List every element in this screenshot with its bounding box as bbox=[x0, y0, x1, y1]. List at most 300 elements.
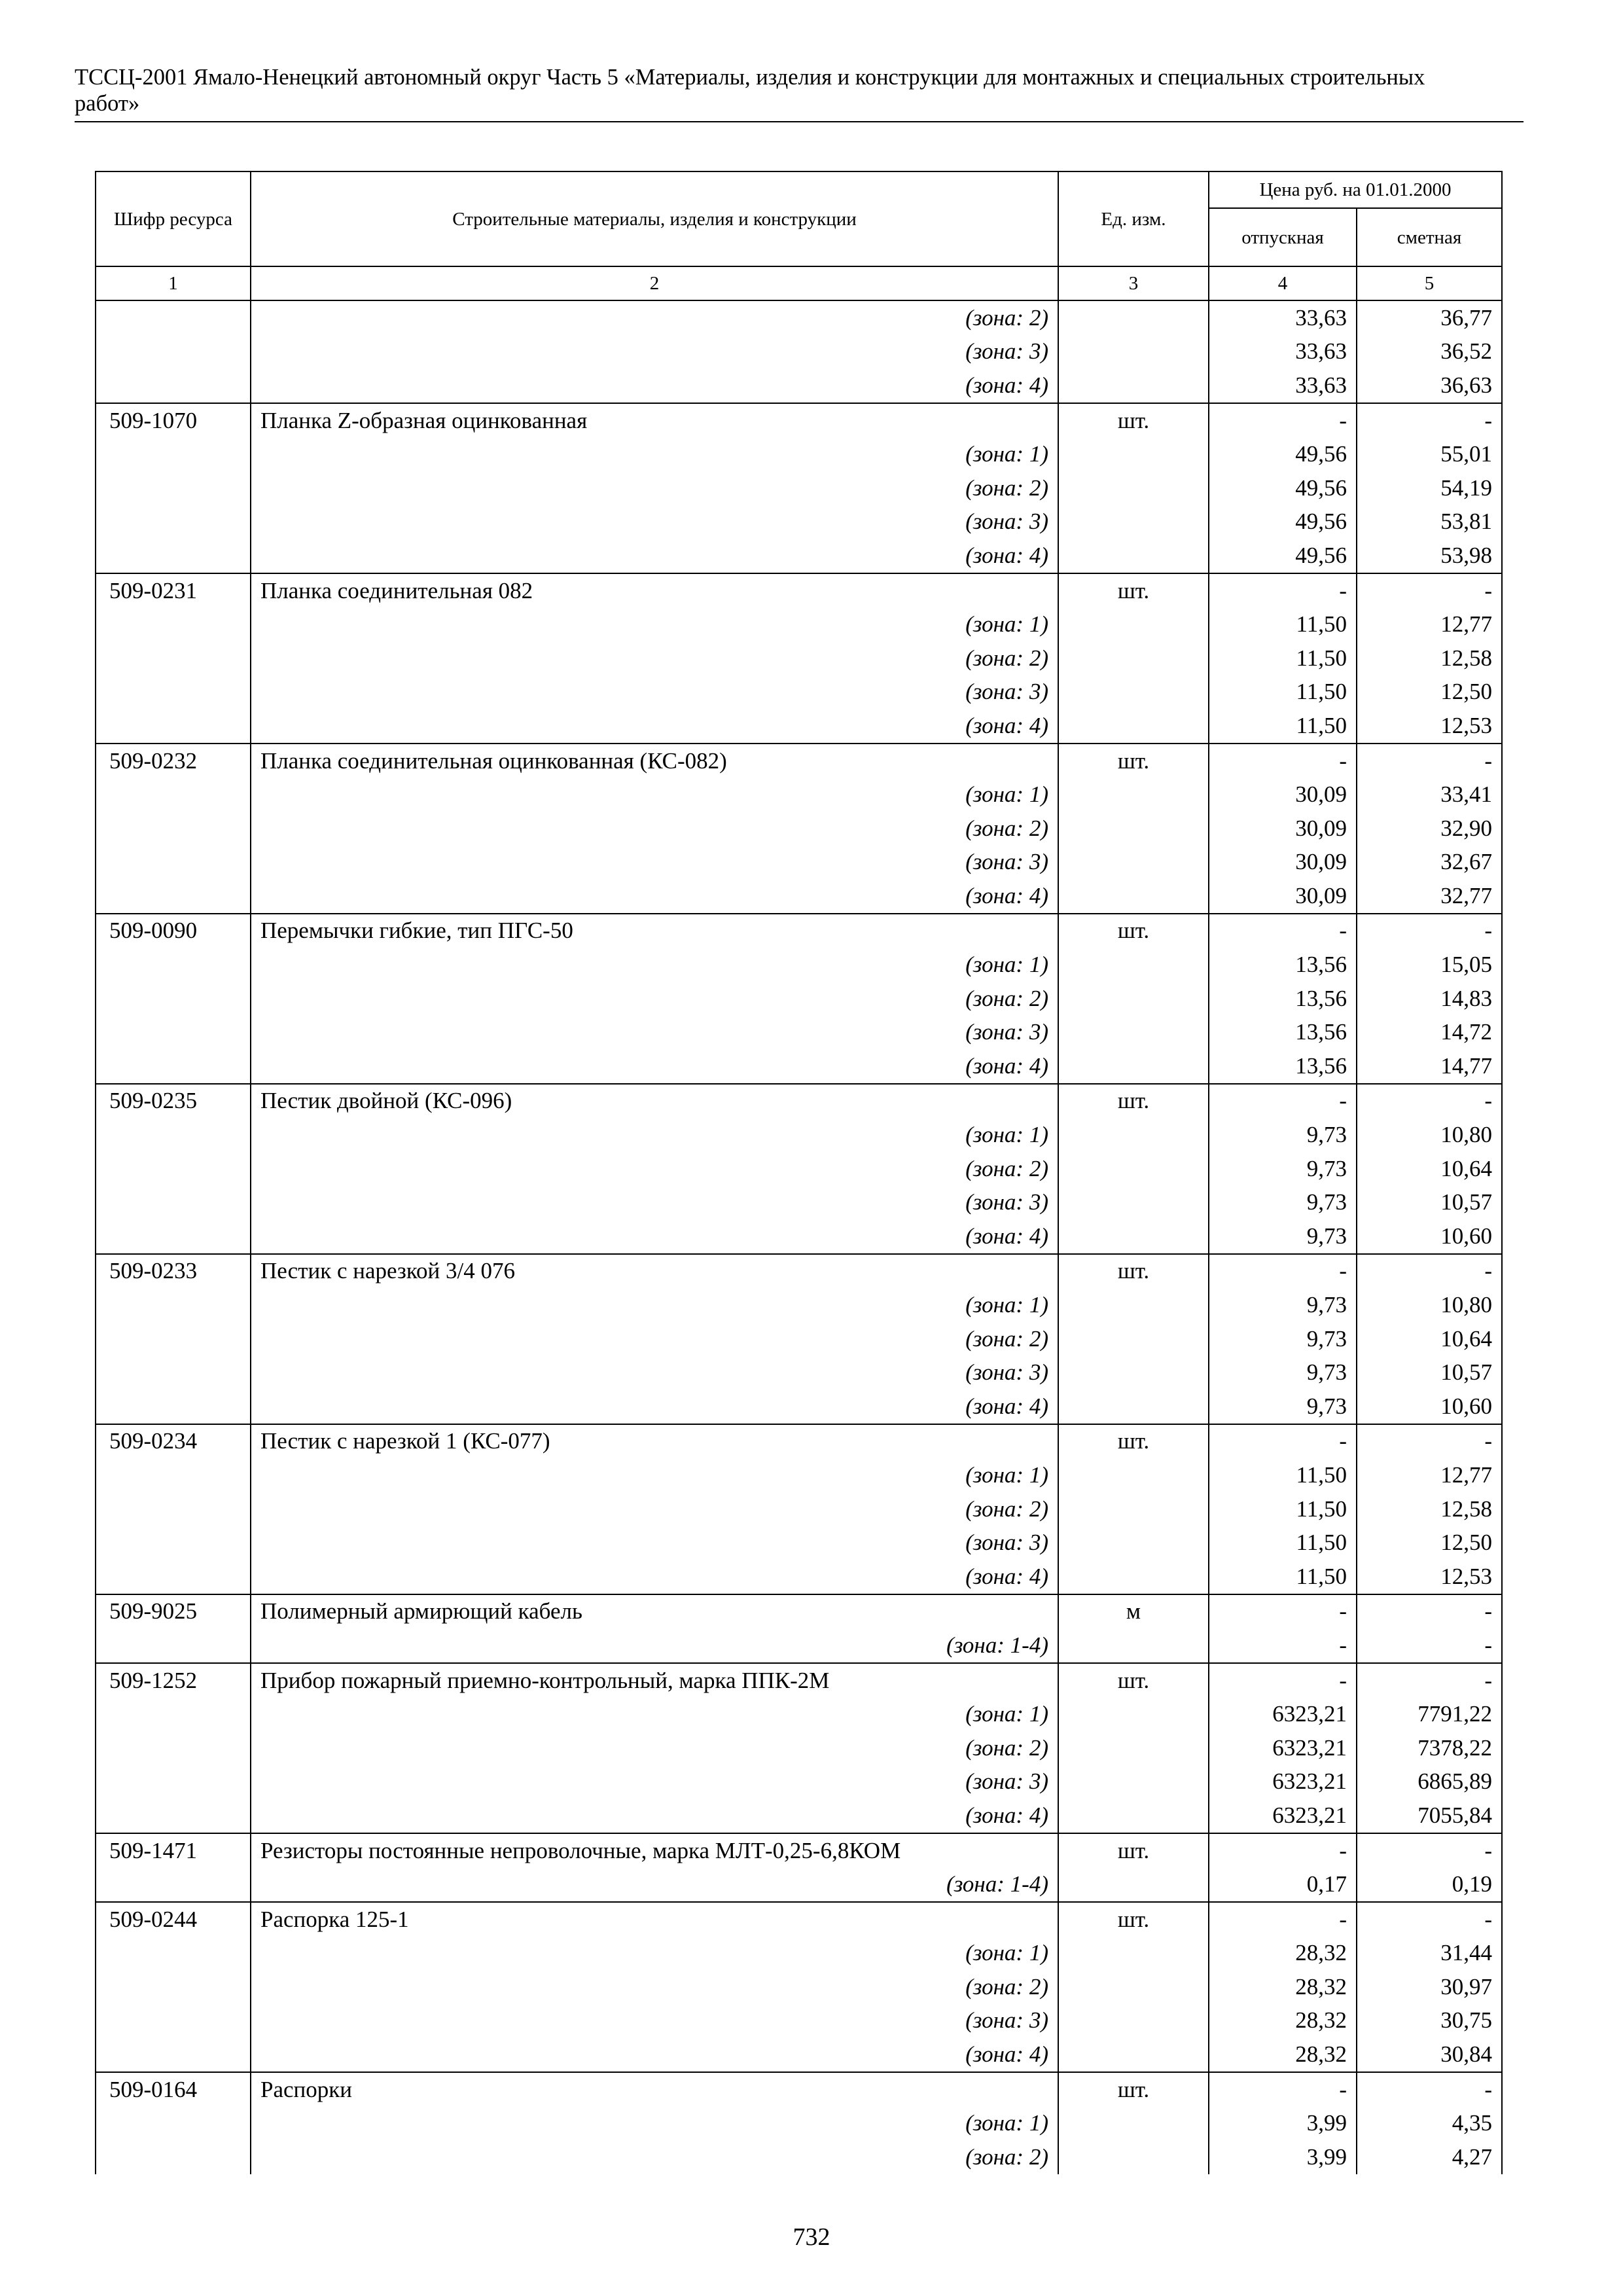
table-row bbox=[96, 641, 1502, 675]
release-price: 11,50 bbox=[1209, 1458, 1357, 1492]
table-row bbox=[96, 1799, 1502, 1833]
release-price: - bbox=[1209, 1594, 1357, 1629]
unit-of-measure bbox=[1058, 1937, 1209, 1971]
estimate-price: 7791,22 bbox=[1357, 1697, 1502, 1731]
material-name: (зона: 3) bbox=[251, 675, 1058, 709]
material-name: (зона: 2) bbox=[251, 1731, 1058, 1765]
release-price: 11,50 bbox=[1209, 1492, 1357, 1526]
unit-of-measure: шт. bbox=[1058, 744, 1209, 778]
estimate-price: 10,64 bbox=[1357, 1152, 1502, 1186]
estimate-price: 54,19 bbox=[1357, 471, 1502, 505]
material-name: Пестик двойной (КС-096) bbox=[251, 1084, 1058, 1119]
resource-code bbox=[96, 1152, 251, 1186]
resource-code bbox=[96, 1015, 251, 1049]
material-name: (зона: 3) bbox=[251, 1355, 1058, 1390]
header-release-price: отпускная bbox=[1209, 208, 1357, 266]
resource-code: 509-0234 bbox=[96, 1424, 251, 1459]
material-name: (зона: 2) bbox=[251, 1152, 1058, 1186]
table-row bbox=[96, 335, 1502, 369]
release-price: 33,63 bbox=[1209, 368, 1357, 403]
estimate-price: 4,27 bbox=[1357, 2140, 1502, 2174]
release-price: 9,73 bbox=[1209, 1288, 1357, 1322]
material-name: (зона: 4) bbox=[251, 879, 1058, 914]
resource-code bbox=[96, 505, 251, 539]
material-name: (зона: 2) bbox=[251, 1322, 1058, 1356]
resource-code bbox=[96, 2004, 251, 2038]
material-name: Планка соединительная 082 bbox=[251, 573, 1058, 608]
resource-code bbox=[96, 471, 251, 505]
material-name: (зона: 1) bbox=[251, 607, 1058, 641]
release-price: 6323,21 bbox=[1209, 1731, 1357, 1765]
table-row bbox=[96, 1219, 1502, 1254]
material-name: (зона: 1-4) bbox=[251, 1867, 1058, 1902]
release-price: 49,56 bbox=[1209, 539, 1357, 573]
estimate-price: 36,52 bbox=[1357, 335, 1502, 369]
table-row bbox=[96, 539, 1502, 573]
release-price: 11,50 bbox=[1209, 709, 1357, 744]
table-row bbox=[96, 1152, 1502, 1186]
unit-of-measure bbox=[1058, 709, 1209, 744]
table-row bbox=[96, 744, 1502, 778]
table-row bbox=[96, 1254, 1502, 1289]
column-number: 1 bbox=[96, 266, 251, 300]
resource-code bbox=[96, 1697, 251, 1731]
table-body bbox=[96, 300, 1502, 2174]
material-name: (зона: 1) bbox=[251, 1937, 1058, 1971]
column-number: 3 bbox=[1058, 266, 1209, 300]
resource-code: 509-0232 bbox=[96, 744, 251, 778]
header-unit: Ед. изм. bbox=[1058, 171, 1209, 266]
unit-of-measure bbox=[1058, 879, 1209, 914]
resource-code bbox=[96, 1355, 251, 1390]
release-price: 49,56 bbox=[1209, 505, 1357, 539]
unit-of-measure bbox=[1058, 982, 1209, 1016]
table-row bbox=[96, 1594, 1502, 1629]
unit-of-measure: шт. bbox=[1058, 914, 1209, 948]
table-row bbox=[96, 1902, 1502, 1937]
material-name: Пестик с нарезкой 1 (КС-077) bbox=[251, 1424, 1058, 1459]
material-name: (зона: 4) bbox=[251, 368, 1058, 403]
table-row bbox=[96, 300, 1502, 335]
release-price: 13,56 bbox=[1209, 982, 1357, 1016]
unit-of-measure bbox=[1058, 1970, 1209, 2004]
estimate-price: 53,81 bbox=[1357, 505, 1502, 539]
unit-of-measure bbox=[1058, 1219, 1209, 1254]
release-price: 30,09 bbox=[1209, 778, 1357, 812]
estimate-price: 14,77 bbox=[1357, 1049, 1502, 1084]
estimate-price: 10,57 bbox=[1357, 1185, 1502, 1219]
release-price: 6323,21 bbox=[1209, 1765, 1357, 1799]
release-price: - bbox=[1209, 1628, 1357, 1663]
table-row bbox=[96, 846, 1502, 880]
release-price: 33,63 bbox=[1209, 300, 1357, 335]
unit-of-measure bbox=[1058, 607, 1209, 641]
release-price: 6323,21 bbox=[1209, 1799, 1357, 1833]
unit-of-measure bbox=[1058, 1049, 1209, 1084]
unit-of-measure bbox=[1058, 641, 1209, 675]
unit-of-measure bbox=[1058, 1322, 1209, 1356]
estimate-price: 10,60 bbox=[1357, 1390, 1502, 1424]
material-name: (зона: 1) bbox=[251, 437, 1058, 471]
document-header: ТССЦ-2001 Ямало-Ненецкий автономный округ Часть 5 «Материалы, изделия и конструкции для монтажных и специальных строительных работ» bbox=[75, 65, 1425, 116]
resource-code bbox=[96, 675, 251, 709]
material-name: Перемычки гибкие, тип ПГС-50 bbox=[251, 914, 1058, 948]
resource-code: 509-0233 bbox=[96, 1254, 251, 1289]
release-price: - bbox=[1209, 914, 1357, 948]
column-number: 5 bbox=[1357, 266, 1502, 300]
estimate-price: 36,63 bbox=[1357, 368, 1502, 403]
release-price: 28,32 bbox=[1209, 2004, 1357, 2038]
resource-code: 509-0090 bbox=[96, 914, 251, 948]
estimate-price: - bbox=[1357, 2072, 1502, 2107]
material-name: (зона: 4) bbox=[251, 709, 1058, 744]
release-price: 3,99 bbox=[1209, 2140, 1357, 2174]
table-row bbox=[96, 1731, 1502, 1765]
material-name: (зона: 1) bbox=[251, 948, 1058, 982]
table-row bbox=[96, 1833, 1502, 1868]
table-row bbox=[96, 709, 1502, 744]
release-price: - bbox=[1209, 1254, 1357, 1289]
unit-of-measure: шт. bbox=[1058, 403, 1209, 438]
estimate-price: 12,50 bbox=[1357, 1526, 1502, 1560]
estimate-price: 30,97 bbox=[1357, 1970, 1502, 2004]
estimate-price: 12,77 bbox=[1357, 1458, 1502, 1492]
unit-of-measure bbox=[1058, 335, 1209, 369]
table-row bbox=[96, 1049, 1502, 1084]
release-price: 49,56 bbox=[1209, 471, 1357, 505]
release-price: 30,09 bbox=[1209, 879, 1357, 914]
resource-code bbox=[96, 1118, 251, 1152]
resource-code bbox=[96, 1049, 251, 1084]
unit-of-measure bbox=[1058, 778, 1209, 812]
resource-code bbox=[96, 879, 251, 914]
release-price: 9,73 bbox=[1209, 1219, 1357, 1254]
table-row bbox=[96, 1628, 1502, 1663]
resource-code bbox=[96, 368, 251, 403]
material-name: (зона: 4) bbox=[251, 1390, 1058, 1424]
material-name: Пестик с нарезкой 3/4 076 bbox=[251, 1254, 1058, 1289]
resource-code: 509-9025 bbox=[96, 1594, 251, 1629]
resource-code bbox=[96, 778, 251, 812]
table-row bbox=[96, 471, 1502, 505]
estimate-price: 30,75 bbox=[1357, 2004, 1502, 2038]
material-name: Планка Z-образная оцинкованная bbox=[251, 403, 1058, 438]
unit-of-measure bbox=[1058, 1015, 1209, 1049]
estimate-price: 32,90 bbox=[1357, 812, 1502, 846]
material-name: (зона: 2) bbox=[251, 471, 1058, 505]
release-price: 30,09 bbox=[1209, 846, 1357, 880]
estimate-price: 12,58 bbox=[1357, 1492, 1502, 1526]
unit-of-measure bbox=[1058, 1526, 1209, 1560]
unit-of-measure bbox=[1058, 846, 1209, 880]
unit-of-measure bbox=[1058, 1799, 1209, 1833]
resource-code: 509-1471 bbox=[96, 1833, 251, 1868]
release-price: 11,50 bbox=[1209, 641, 1357, 675]
estimate-price: - bbox=[1357, 403, 1502, 438]
resource-code bbox=[96, 1765, 251, 1799]
release-price: 30,09 bbox=[1209, 812, 1357, 846]
resource-code bbox=[96, 1799, 251, 1833]
estimate-price: 12,77 bbox=[1357, 607, 1502, 641]
resource-code bbox=[96, 437, 251, 471]
unit-of-measure: шт. bbox=[1058, 1902, 1209, 1937]
price-table bbox=[95, 171, 1503, 2174]
resource-code bbox=[96, 1628, 251, 1663]
unit-of-measure bbox=[1058, 1118, 1209, 1152]
unit-of-measure: шт. bbox=[1058, 1424, 1209, 1459]
unit-of-measure bbox=[1058, 1288, 1209, 1322]
estimate-price: 7055,84 bbox=[1357, 1799, 1502, 1833]
unit-of-measure bbox=[1058, 1697, 1209, 1731]
table-row bbox=[96, 1015, 1502, 1049]
resource-code bbox=[96, 846, 251, 880]
table-row bbox=[96, 1355, 1502, 1390]
estimate-price: 10,80 bbox=[1357, 1118, 1502, 1152]
estimate-price: 4,35 bbox=[1357, 2106, 1502, 2140]
material-name: (зона: 2) bbox=[251, 812, 1058, 846]
table-row bbox=[96, 675, 1502, 709]
unit-of-measure bbox=[1058, 2004, 1209, 2038]
resource-code bbox=[96, 1185, 251, 1219]
unit-of-measure bbox=[1058, 2037, 1209, 2072]
release-price: 13,56 bbox=[1209, 948, 1357, 982]
unit-of-measure bbox=[1058, 1765, 1209, 1799]
material-name: (зона: 3) bbox=[251, 2004, 1058, 2038]
table-row bbox=[96, 403, 1502, 438]
unit-of-measure bbox=[1058, 539, 1209, 573]
release-price: 11,50 bbox=[1209, 1560, 1357, 1594]
resource-code bbox=[96, 812, 251, 846]
release-price: 13,56 bbox=[1209, 1015, 1357, 1049]
unit-of-measure bbox=[1058, 1628, 1209, 1663]
table-row bbox=[96, 914, 1502, 948]
estimate-price: - bbox=[1357, 1833, 1502, 1868]
resource-code: 509-1070 bbox=[96, 403, 251, 438]
table-row bbox=[96, 948, 1502, 982]
unit-of-measure bbox=[1058, 1731, 1209, 1765]
table-row bbox=[96, 1288, 1502, 1322]
resource-code bbox=[96, 2140, 251, 2174]
unit-of-measure: шт. bbox=[1058, 2072, 1209, 2107]
release-price: 9,73 bbox=[1209, 1185, 1357, 1219]
resource-code bbox=[96, 982, 251, 1016]
estimate-price: 7378,22 bbox=[1357, 1731, 1502, 1765]
header-divider bbox=[75, 121, 1524, 122]
resource-code bbox=[96, 1219, 251, 1254]
resource-code: 509-0244 bbox=[96, 1902, 251, 1937]
estimate-price: - bbox=[1357, 1254, 1502, 1289]
resource-code: 509-0235 bbox=[96, 1084, 251, 1119]
material-name: (зона: 4) bbox=[251, 1560, 1058, 1594]
unit-of-measure bbox=[1058, 812, 1209, 846]
material-name: (зона: 1) bbox=[251, 1118, 1058, 1152]
resource-code: 509-0231 bbox=[96, 573, 251, 608]
material-name: (зона: 1-4) bbox=[251, 1628, 1058, 1663]
material-name: Распорки bbox=[251, 2072, 1058, 2107]
release-price: 0,17 bbox=[1209, 1867, 1357, 1902]
unit-of-measure bbox=[1058, 1185, 1209, 1219]
resource-code bbox=[96, 948, 251, 982]
estimate-price: 15,05 bbox=[1357, 948, 1502, 982]
unit-of-measure bbox=[1058, 368, 1209, 403]
resource-code bbox=[96, 1390, 251, 1424]
material-name: (зона: 3) bbox=[251, 846, 1058, 880]
resource-code bbox=[96, 1288, 251, 1322]
estimate-price: 12,58 bbox=[1357, 641, 1502, 675]
release-price: - bbox=[1209, 1084, 1357, 1119]
resource-code bbox=[96, 709, 251, 744]
table-row bbox=[96, 1118, 1502, 1152]
header-estimate-price: сметная bbox=[1357, 208, 1502, 266]
estimate-price: - bbox=[1357, 1424, 1502, 1459]
table-row bbox=[96, 1185, 1502, 1219]
release-price: - bbox=[1209, 403, 1357, 438]
unit-of-measure bbox=[1058, 505, 1209, 539]
resource-code bbox=[96, 300, 251, 335]
estimate-price: 10,60 bbox=[1357, 1219, 1502, 1254]
unit-of-measure: м bbox=[1058, 1594, 1209, 1629]
unit-of-measure bbox=[1058, 2106, 1209, 2140]
estimate-price: - bbox=[1357, 1902, 1502, 1937]
estimate-price: 6865,89 bbox=[1357, 1765, 1502, 1799]
resource-code bbox=[96, 1492, 251, 1526]
unit-of-measure bbox=[1058, 675, 1209, 709]
table-row bbox=[96, 1697, 1502, 1731]
material-name: (зона: 3) bbox=[251, 1765, 1058, 1799]
estimate-price: - bbox=[1357, 914, 1502, 948]
table-row bbox=[96, 879, 1502, 914]
release-price: - bbox=[1209, 1902, 1357, 1937]
table-row bbox=[96, 982, 1502, 1016]
resource-code bbox=[96, 2106, 251, 2140]
unit-of-measure bbox=[1058, 1867, 1209, 1902]
column-number: 2 bbox=[251, 266, 1058, 300]
table-row bbox=[96, 1526, 1502, 1560]
release-price: 9,73 bbox=[1209, 1322, 1357, 1356]
material-name: (зона: 3) bbox=[251, 1526, 1058, 1560]
unit-of-measure: шт. bbox=[1058, 1254, 1209, 1289]
release-price: 3,99 bbox=[1209, 2106, 1357, 2140]
release-price: 9,73 bbox=[1209, 1390, 1357, 1424]
resource-code bbox=[96, 1458, 251, 1492]
table-row bbox=[96, 1560, 1502, 1594]
estimate-price: 10,57 bbox=[1357, 1355, 1502, 1390]
release-price: 28,32 bbox=[1209, 1937, 1357, 1971]
header-name: Строительные материалы, изделия и конструкции bbox=[251, 171, 1058, 266]
release-price: 13,56 bbox=[1209, 1049, 1357, 1084]
header-price-group: Цена руб. на 01.01.2000 bbox=[1209, 171, 1502, 208]
estimate-price: 31,44 bbox=[1357, 1937, 1502, 1971]
material-name: (зона: 4) bbox=[251, 1219, 1058, 1254]
table-row bbox=[96, 1663, 1502, 1698]
release-price: 28,32 bbox=[1209, 1970, 1357, 2004]
release-price: - bbox=[1209, 2072, 1357, 2107]
material-name: (зона: 1) bbox=[251, 2106, 1058, 2140]
material-name: Полимерный армирющий кабель bbox=[251, 1594, 1058, 1629]
table-row bbox=[96, 1765, 1502, 1799]
unit-of-measure bbox=[1058, 1458, 1209, 1492]
material-name: (зона: 3) bbox=[251, 335, 1058, 369]
material-name: (зона: 1) bbox=[251, 1458, 1058, 1492]
resource-code bbox=[96, 1560, 251, 1594]
table-row bbox=[96, 1970, 1502, 2004]
estimate-price: 0,19 bbox=[1357, 1867, 1502, 1902]
table-row bbox=[96, 437, 1502, 471]
release-price: 11,50 bbox=[1209, 1526, 1357, 1560]
estimate-price: 32,77 bbox=[1357, 879, 1502, 914]
unit-of-measure bbox=[1058, 437, 1209, 471]
resource-code bbox=[96, 1970, 251, 2004]
table-row bbox=[96, 505, 1502, 539]
estimate-price: 12,53 bbox=[1357, 1560, 1502, 1594]
release-price: - bbox=[1209, 573, 1357, 608]
table-row bbox=[96, 778, 1502, 812]
material-name: (зона: 2) bbox=[251, 1492, 1058, 1526]
release-price: 28,32 bbox=[1209, 2037, 1357, 2072]
estimate-price: 53,98 bbox=[1357, 539, 1502, 573]
release-price: 11,50 bbox=[1209, 607, 1357, 641]
table-row bbox=[96, 1084, 1502, 1119]
resource-code bbox=[96, 641, 251, 675]
resource-code bbox=[96, 1867, 251, 1902]
page-number: 732 bbox=[793, 2223, 830, 2251]
resource-code: 509-0164 bbox=[96, 2072, 251, 2107]
release-price: - bbox=[1209, 1424, 1357, 1459]
unit-of-measure bbox=[1058, 300, 1209, 335]
material-name: (зона: 2) bbox=[251, 1970, 1058, 2004]
table-row bbox=[96, 1322, 1502, 1356]
resource-code bbox=[96, 335, 251, 369]
estimate-price: - bbox=[1357, 744, 1502, 778]
material-name: (зона: 4) bbox=[251, 539, 1058, 573]
resource-code bbox=[96, 1731, 251, 1765]
resource-code bbox=[96, 2037, 251, 2072]
estimate-price: 12,53 bbox=[1357, 709, 1502, 744]
material-name: (зона: 4) bbox=[251, 1049, 1058, 1084]
estimate-price: 36,77 bbox=[1357, 300, 1502, 335]
material-name: (зона: 2) bbox=[251, 641, 1058, 675]
material-name: (зона: 3) bbox=[251, 505, 1058, 539]
column-number: 4 bbox=[1209, 266, 1357, 300]
material-name: Прибор пожарный приемно-контрольный, марка ППК-2М bbox=[251, 1663, 1058, 1698]
material-name: (зона: 1) bbox=[251, 1288, 1058, 1322]
unit-of-measure: шт. bbox=[1058, 1833, 1209, 1868]
unit-of-measure bbox=[1058, 1560, 1209, 1594]
table-row bbox=[96, 2140, 1502, 2174]
material-name: (зона: 3) bbox=[251, 1015, 1058, 1049]
release-price: 11,50 bbox=[1209, 675, 1357, 709]
resource-code bbox=[96, 1937, 251, 1971]
unit-of-measure bbox=[1058, 1492, 1209, 1526]
unit-of-measure bbox=[1058, 2140, 1209, 2174]
estimate-price: 14,83 bbox=[1357, 982, 1502, 1016]
material-name: (зона: 4) bbox=[251, 2037, 1058, 2072]
unit-of-measure bbox=[1058, 1152, 1209, 1186]
resource-code bbox=[96, 1322, 251, 1356]
table-row bbox=[96, 2072, 1502, 2107]
release-price: - bbox=[1209, 744, 1357, 778]
material-name: (зона: 1) bbox=[251, 1697, 1058, 1731]
table-row bbox=[96, 368, 1502, 403]
table-row bbox=[96, 1937, 1502, 1971]
unit-of-measure bbox=[1058, 948, 1209, 982]
estimate-price: - bbox=[1357, 1628, 1502, 1663]
table-row bbox=[96, 2106, 1502, 2140]
estimate-price: - bbox=[1357, 1594, 1502, 1629]
material-name: (зона: 2) bbox=[251, 300, 1058, 335]
release-price: 6323,21 bbox=[1209, 1697, 1357, 1731]
table-row bbox=[96, 1867, 1502, 1902]
